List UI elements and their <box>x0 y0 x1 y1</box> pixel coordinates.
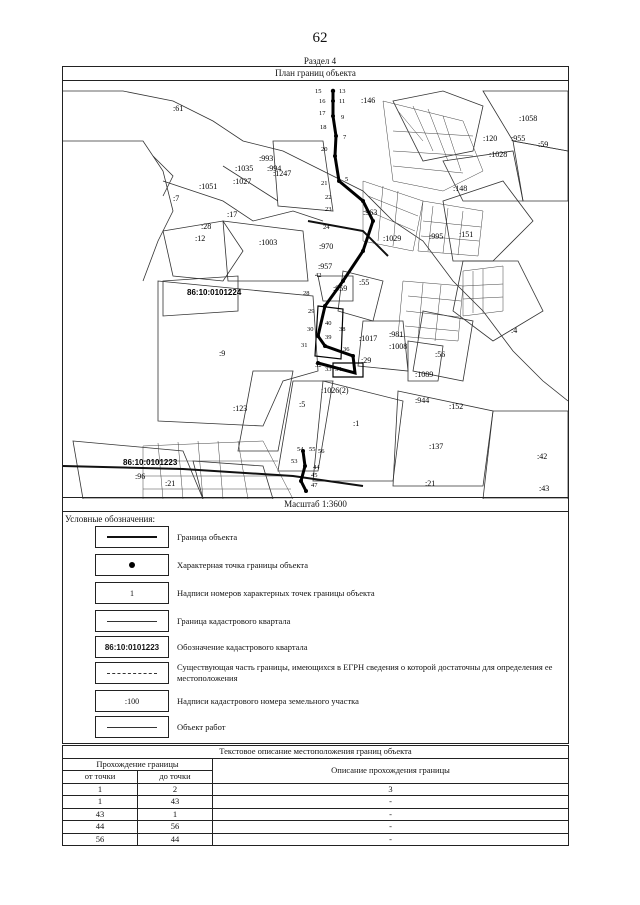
svg-text:45: 45 <box>311 472 318 479</box>
to-header: до точки <box>138 771 213 784</box>
table-row <box>63 796 569 809</box>
svg-text::1008: :1008 <box>389 342 408 351</box>
svg-text::1035: :1035 <box>235 164 254 173</box>
legend-symbol <box>95 554 169 576</box>
table-cell: 44 <box>138 833 213 846</box>
svg-text::29: :29 <box>361 356 372 365</box>
point-icon <box>129 562 135 568</box>
svg-text::963: :963 <box>363 208 378 217</box>
legend-text: Граница кадастрового квартала <box>177 615 291 626</box>
legend-item-existing-boundary <box>63 662 570 688</box>
table-cell: - <box>213 808 569 821</box>
svg-text::61: :61 <box>173 104 184 113</box>
svg-text::1058: :1058 <box>519 114 538 123</box>
table-row <box>63 808 569 821</box>
svg-text:31: 31 <box>301 342 308 349</box>
legend-symbol: 1 <box>95 582 169 604</box>
legend-symbol <box>95 716 169 738</box>
svg-text::43: :43 <box>539 484 550 493</box>
svg-text:30: 30 <box>307 326 314 333</box>
legend-item-point-number <box>63 582 570 608</box>
table-row <box>63 821 569 834</box>
svg-text::42: :42 <box>537 452 548 461</box>
svg-text:24: 24 <box>323 224 330 231</box>
legend <box>62 512 569 744</box>
svg-text:7: 7 <box>343 134 347 141</box>
svg-text:42: 42 <box>315 272 322 279</box>
svg-text::994: :994 <box>267 164 282 173</box>
legend-symbol <box>95 526 169 548</box>
svg-text::993: :993 <box>259 154 274 163</box>
boundary-plan <box>62 66 569 512</box>
svg-text::1029: :1029 <box>383 234 402 243</box>
svg-text:38: 38 <box>339 326 346 333</box>
svg-text::1247: :1247 <box>273 169 292 178</box>
legend-text: Обозначение кадастрового квартала <box>177 641 308 652</box>
table-cell: 56 <box>63 833 138 846</box>
svg-text::1017: :1017 <box>359 334 378 343</box>
legend-item-work-object <box>63 716 570 742</box>
svg-text:47: 47 <box>311 482 318 489</box>
legend-symbol <box>95 610 169 632</box>
svg-text:23: 23 <box>325 206 332 213</box>
svg-text:33: 33 <box>325 366 332 373</box>
svg-text::96: :96 <box>135 472 146 481</box>
svg-text:34: 34 <box>335 366 342 373</box>
svg-text::1089: :1089 <box>415 370 434 379</box>
legend-symbol: :100 <box>95 690 169 712</box>
svg-text::148: :148 <box>453 184 468 193</box>
svg-text::4: :4 <box>511 326 518 335</box>
svg-text:9: 9 <box>341 114 345 121</box>
svg-text:18: 18 <box>320 124 327 131</box>
svg-text:53: 53 <box>291 458 298 465</box>
boundary-description-table <box>62 745 569 846</box>
svg-text:15: 15 <box>315 88 322 95</box>
table-cell: 43 <box>63 808 138 821</box>
svg-text::9: :9 <box>219 349 226 358</box>
legend-text: Надписи номеров характерных точек границы объекта <box>177 587 375 598</box>
table-cell: 56 <box>138 821 213 834</box>
table-cell: 43 <box>138 796 213 809</box>
svg-text::1051: :1051 <box>199 182 218 191</box>
legend-text: Граница объекта <box>177 531 238 542</box>
svg-text:39: 39 <box>325 334 332 341</box>
svg-text::137: :137 <box>429 442 444 451</box>
svg-text::944: :944 <box>415 396 430 405</box>
quarter-label-main: 86:10:0101224 <box>187 288 242 297</box>
svg-text::957: :957 <box>318 262 333 271</box>
table-cell: - <box>213 821 569 834</box>
table-cell: 1 <box>63 783 138 796</box>
svg-text::981: :981 <box>389 330 404 339</box>
svg-text::1027: :1027 <box>233 177 252 186</box>
svg-text::56: :56 <box>435 350 446 359</box>
table-row <box>63 833 569 846</box>
description-header: Описание прохождения границы <box>213 758 569 783</box>
legend-item-quarter-boundary <box>63 610 570 636</box>
svg-text::123: :123 <box>233 404 248 413</box>
svg-text::55: :55 <box>359 278 370 287</box>
svg-text:11: 11 <box>339 98 346 105</box>
svg-text:56: 56 <box>318 448 325 455</box>
plan-title: План границ объекта <box>63 67 568 81</box>
svg-text::21: :21 <box>165 479 176 488</box>
from-header: от точки <box>63 771 138 784</box>
table-index-row <box>63 783 569 796</box>
svg-text:44: 44 <box>313 464 320 471</box>
legend-title: Условные обозначения: <box>65 514 156 524</box>
plan-scale: Масштаб 1:3600 <box>63 497 568 511</box>
map-drawing <box>63 81 568 499</box>
svg-text::7: :7 <box>173 194 180 203</box>
legend-text: Существующая часть границы, имеющихся в ЕГРН сведения о которой достаточны для определения ее местоположения <box>177 662 553 683</box>
svg-text::151: :151 <box>459 230 474 239</box>
svg-text::1003: :1003 <box>259 238 278 247</box>
svg-text::1028: :1028 <box>489 150 508 159</box>
svg-text::146: :146 <box>361 96 376 105</box>
legend-item-object-boundary <box>63 526 570 552</box>
table-cell: 1 <box>138 808 213 821</box>
svg-text::17: :17 <box>227 210 238 219</box>
svg-text::970: :970 <box>319 242 334 251</box>
svg-text::1: :1 <box>353 419 360 428</box>
svg-text::995: :995 <box>429 232 444 241</box>
svg-text::5: :5 <box>299 400 306 409</box>
table-cell: 3 <box>213 783 569 796</box>
svg-text:17: 17 <box>319 110 326 117</box>
quarter-label-side: 86:10:0101223 <box>123 458 178 467</box>
svg-text:40: 40 <box>325 320 332 327</box>
section-title: Раздел 4 <box>303 56 337 66</box>
svg-text:54: 54 <box>297 446 304 453</box>
legend-symbol <box>95 662 169 684</box>
svg-text:22: 22 <box>325 194 332 201</box>
legend-symbol: 86:10:0101223 <box>95 636 169 658</box>
svg-text:16: 16 <box>319 98 326 105</box>
svg-text:32: 32 <box>315 362 322 369</box>
svg-text::21: :21 <box>425 479 436 488</box>
plan-map <box>63 81 568 499</box>
svg-text::120: :120 <box>483 134 498 143</box>
table-title: Текстовое описание местоположения границ объекта <box>63 746 569 759</box>
legend-text: Надписи кадастрового номера земельного участка <box>177 695 359 706</box>
svg-text:36: 36 <box>343 346 350 353</box>
legend-text: Характерная точка границы объекта <box>177 559 308 570</box>
svg-text:55: 55 <box>309 446 316 453</box>
legend-item-point <box>63 554 570 580</box>
svg-text::12: :12 <box>195 234 206 243</box>
svg-text:5: 5 <box>345 176 349 183</box>
legend-item-parcel-number <box>63 690 570 716</box>
svg-text::152: :152 <box>449 402 464 411</box>
table-cell: - <box>213 796 569 809</box>
svg-text::955: :955 <box>511 134 526 143</box>
legend-item-quarter-label <box>63 636 570 662</box>
svg-text::1026(2): :1026(2) <box>321 386 349 395</box>
table-cell: 44 <box>63 821 138 834</box>
table-cell: 1 <box>63 796 138 809</box>
svg-text:13: 13 <box>339 88 346 95</box>
passage-header: Прохождение границы <box>63 758 213 771</box>
svg-text:20: 20 <box>321 146 328 153</box>
svg-text::959: :959 <box>333 284 348 293</box>
svg-text::28: :28 <box>201 222 212 231</box>
table-cell: 2 <box>138 783 213 796</box>
svg-text:28: 28 <box>303 290 310 297</box>
table-cell: - <box>213 833 569 846</box>
svg-text:21: 21 <box>321 180 328 187</box>
svg-text::59: :59 <box>538 140 549 149</box>
page-number: 62 <box>312 30 328 46</box>
svg-text:29: 29 <box>308 308 315 315</box>
quarter-boundary <box>63 221 388 486</box>
legend-text: Объект работ <box>177 721 226 732</box>
